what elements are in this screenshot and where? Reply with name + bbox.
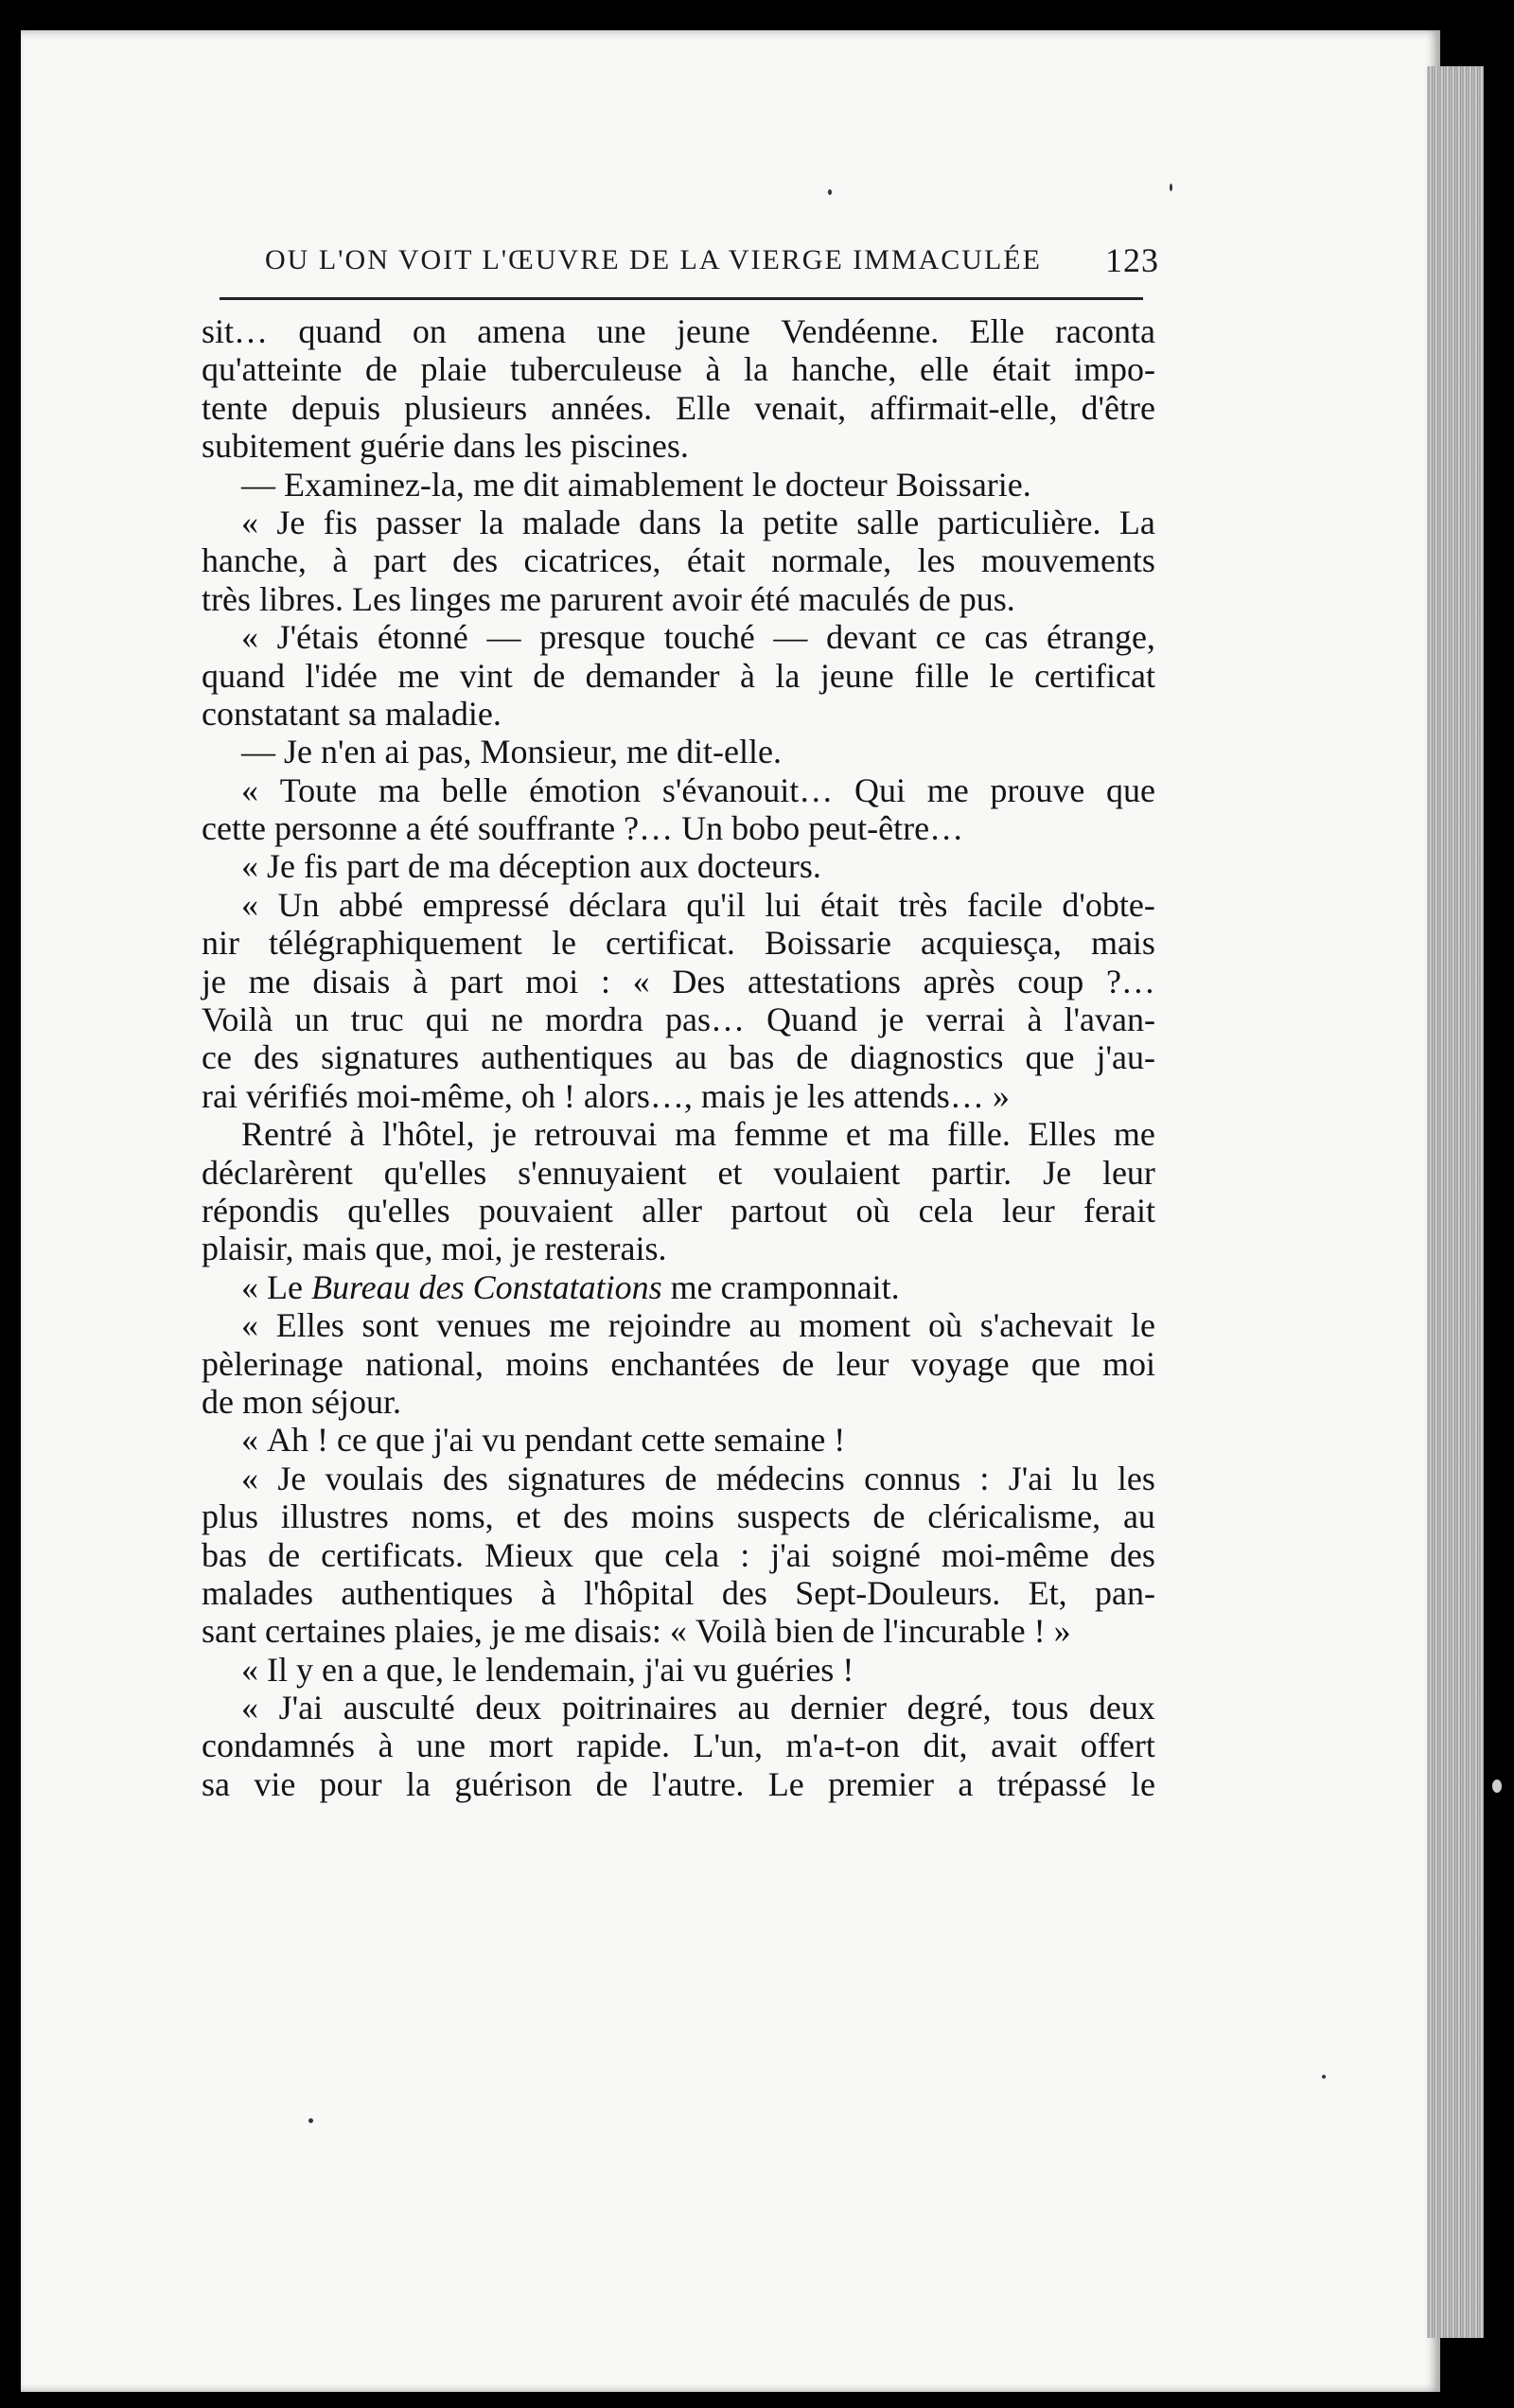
- scan-speck: [828, 189, 832, 195]
- text-line: — Examinez-la, me dit aimablement le docteur Boissarie.: [241, 465, 1031, 504]
- text-line: « Je fis part de ma déception aux docteurs.: [241, 847, 821, 886]
- text-line: « Ah ! ce que j'ai vu pendant cette semaine !: [241, 1421, 846, 1460]
- text-line: je me disais à part moi : « Des attestations après coup ?…: [202, 962, 1155, 1000]
- text-line: sant certaines plaies, je me disais: « Voilà bien de l'incurable ! »: [202, 1612, 1071, 1651]
- text-line: « Je voulais des signatures de médecins connus : J'ai lu les: [241, 1459, 1155, 1497]
- running-head: [246, 239, 1159, 286]
- text-line: « Il y en a que, le lendemain, j'ai vu guéries !: [241, 1650, 854, 1689]
- text-line: hanche, à part des cicatrices, était normale, les mouvements: [202, 541, 1155, 580]
- page-stack-edge: [1427, 66, 1484, 2338]
- scan-speck: [1322, 2075, 1326, 2079]
- text-line: ce des signatures authentiques au bas de diagnostics que j'au-: [202, 1038, 1155, 1077]
- text-line: rai vérifiés moi-même, oh ! alors…, mais je les attends… »: [202, 1076, 1010, 1115]
- text-line: bas de certificats. Mieux que cela : j'ai soigné moi-même des: [202, 1535, 1155, 1574]
- text-line: constatant sa maladie.: [202, 694, 502, 733]
- text-line: « J'étais étonné — presque touché — devant ce cas étrange,: [241, 618, 1155, 657]
- page-number: 123: [1105, 241, 1159, 279]
- text-line: quand l'idée me vint de demander à la jeune fille le certificat: [202, 656, 1155, 695]
- text-line: qu'atteinte de plaie tuberculeuse à la hanche, elle était impo-: [202, 350, 1155, 389]
- text-line: « Un abbé empressé déclara qu'il lui était très facile d'obte-: [241, 885, 1155, 924]
- text-line: de mon séjour.: [202, 1382, 401, 1421]
- text-line: malades authentiques à l'hôpital des Sept-Douleurs. Et, pan-: [202, 1573, 1155, 1612]
- text-line: plaisir, mais que, moi, je resterais.: [202, 1230, 667, 1268]
- text-line: « J'ai ausculté deux poitrinaires au dernier degré, tous deux: [241, 1689, 1155, 1727]
- text-line: cette personne a été souffrante ?… Un bobo peut-être…: [202, 809, 964, 848]
- text-line: condamnés à une mort rapide. L'un, m'a-t-on dit, avait offert: [202, 1726, 1155, 1765]
- scan-speck: [308, 2118, 313, 2123]
- text-line: Voilà un truc qui ne mordra pas… Quand je verrai à l'avan-: [202, 1000, 1155, 1039]
- text-line: subitement guérie dans les piscines.: [202, 427, 689, 466]
- text-line: répondis qu'elles pouvaient aller partout où cela leur ferait: [202, 1191, 1155, 1230]
- text-line: tente depuis plusieurs années. Elle venait, affirmait-elle, d'être: [202, 388, 1155, 427]
- text-line: déclarèrent qu'elles s'ennuyaient et voulaient partir. Je leur: [202, 1153, 1155, 1192]
- scan-speck: [1170, 184, 1172, 191]
- header-rule: [220, 297, 1143, 300]
- text-line: plus illustres noms, et des moins suspects de cléricalisme, au: [202, 1497, 1155, 1536]
- text-line: « Toute ma belle émotion s'évanouit… Qui me prouve que: [241, 770, 1155, 809]
- body-text: [202, 312, 1155, 1803]
- text-line: Rentré à l'hôtel, je retrouvai ma femme et ma fille. Elles me: [241, 1115, 1155, 1154]
- text-line: « Elles sont venues me rejoindre au moment où s'achevait le: [241, 1306, 1155, 1345]
- text-line: sit… quand on amena une jeune Vendéenne. Elle raconta: [202, 312, 1155, 350]
- text-line: pèlerinage national, moins enchantées de leur voyage que moi: [202, 1344, 1155, 1383]
- text-line: « Le Bureau des Constatations me cramponnait.: [241, 1267, 900, 1306]
- text-line: sa vie pour la guérison de l'autre. Le premier a trépassé le: [202, 1764, 1155, 1803]
- text-line: « Je fis passer la malade dans la petite salle particulière. La: [241, 503, 1155, 541]
- text-line: très libres. Les linges me parurent avoir été maculés de pus.: [202, 579, 1015, 618]
- running-title: OU L'ON VOIT L'ŒUVRE DE LA VIERGE IMMACULÉE: [265, 244, 1042, 275]
- text-line: nir télégraphiquement le certificat. Boissarie acquiesça, mais: [202, 924, 1155, 963]
- text-line: — Je n'en ai pas, Monsieur, me dit-elle.: [241, 733, 782, 771]
- scan-speck: [1492, 1779, 1502, 1793]
